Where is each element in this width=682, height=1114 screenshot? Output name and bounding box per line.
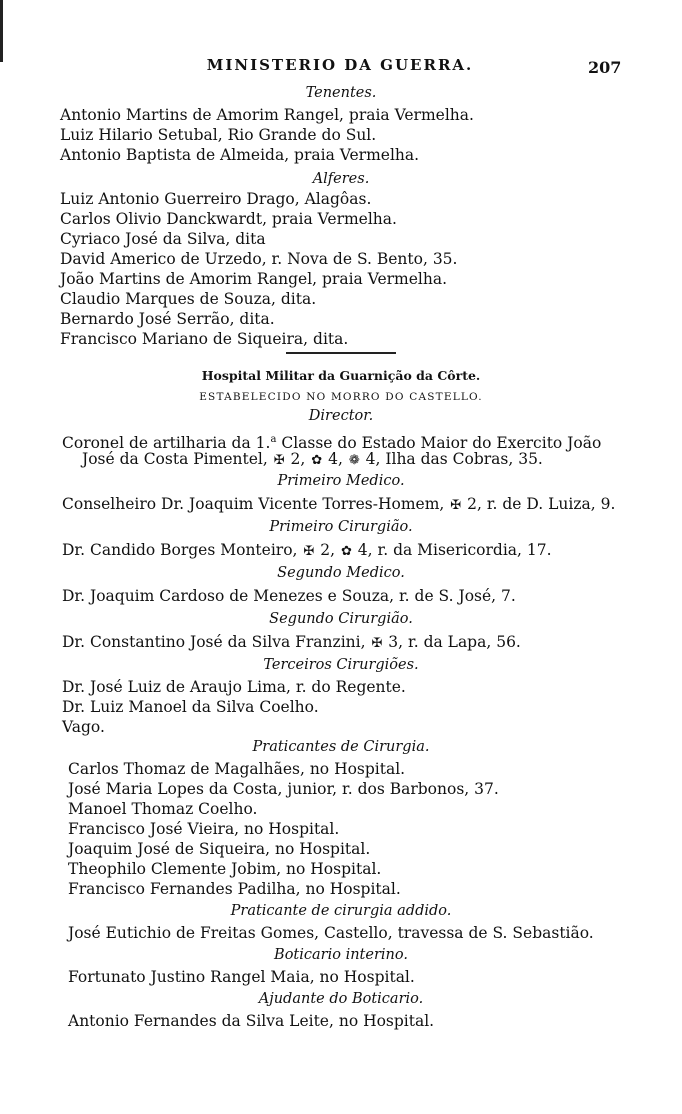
section-heading-terceiros-cirurgioes: Terceiros Cirurgiões. [263,657,419,673]
list-item: Manoel Thomaz Coelho. [68,800,258,818]
list-item: Cyriaco José da Silva, dita [60,230,266,248]
text-fragment: 2, [285,450,311,468]
running-title: MINISTERIO DA GUERRA. [206,56,474,74]
text-fragment: Dr. Constantino José da Silva Franzini, [62,633,371,651]
list-item: Joaquim José de Siqueira, no Hospital. [68,840,371,858]
list-item: Luiz Hilario Setubal, Rio Grande do Sul. [60,126,377,144]
order-badge-icon: ✿ [311,453,323,468]
text-fragment: 4, Ilha das Cobras, 35. [360,450,543,468]
ajudante-entry: Antonio Fernandes da Silva Leite, no Hospital. [68,1012,435,1030]
list-item: Bernardo José Serrão, dita. [60,310,275,328]
section-heading-primeiro-medico: Primeiro Medico. [277,473,405,489]
order-cross-icon: ✠ [450,498,462,513]
section-heading-boticario: Boticario interino. [274,947,408,963]
section-heading-praticante-addido: Praticante de cirurgia addido. [230,903,452,919]
page-header [0,56,682,82]
text-fragment: Coronel de artilharia da 1. [62,434,271,453]
text-fragment: Dr. Candido Borges Monteiro, [62,541,303,559]
list-item: Francisco José Vieira, no Hospital. [68,820,340,838]
page-number: 207 [588,58,622,77]
ordinal-marker: a [270,434,277,445]
text-fragment: 4, r. da Misericordia, 17. [352,541,552,559]
list-item: Dr. Luiz Manoel da Silva Coelho. [62,698,319,716]
order-rose-icon: ❁ [348,453,360,468]
section-heading-alferes: Alferes. [312,171,370,187]
primeiro-medico-entry [62,495,615,515]
text-fragment: 2, r. de D. Luiza, 9. [462,495,616,513]
page-edge-mark [0,0,3,62]
order-cross-icon: ✠ [303,544,315,559]
text-fragment: 2, [315,541,340,559]
section-heading-ajudante: Ajudante do Boticario. [258,991,424,1007]
list-item: Vago. [62,718,105,736]
list-item: Francisco Mariano de Siqueira, dita. [60,330,349,348]
section-heading-director: Director. [308,408,374,424]
list-item: Claudio Marques de Souza, dita. [60,290,317,308]
list-item: José Maria Lopes da Costa, junior, r. dos Barbonos, 37. [68,780,499,798]
list-item: Dr. José Luiz de Araujo Lima, r. do Regente. [62,678,406,696]
text-fragment: José da Costa Pimentel, [82,450,273,468]
section-heading-segundo-medico: Segundo Medico. [277,565,405,581]
section-heading-tenentes: Tenentes. [305,85,377,101]
section-divider [286,352,396,354]
section-heading-segundo-cirurgiao: Segundo Cirurgião. [269,611,413,627]
boticario-entry: Fortunato Justino Rangel Maia, no Hospital. [68,968,415,986]
order-badge-icon: ✿ [340,544,352,559]
order-cross-icon: ✠ [371,636,383,651]
primeiro-cirurgiao-entry [62,541,552,561]
list-item: Theophilo Clemente Jobim, no Hospital. [68,860,382,878]
list-item: Francisco Fernandes Padilha, no Hospital. [68,880,401,898]
list-item: Luiz Antonio Guerreiro Drago, Alagôas. [60,190,372,208]
list-item: João Martins de Amorim Rangel, praia Vermelha. [60,270,448,288]
section-heading-praticantes: Praticantes de Cirurgia. [252,739,430,755]
hospital-subtitle: ESTABELECIDO NO MORRO DO CASTELLO. [199,391,483,403]
hospital-title: Hospital Militar da Guarnição da Côrte. [201,368,481,383]
segundo-cirurgiao-entry [62,633,521,653]
segundo-medico-entry: Dr. Joaquim Cardoso de Menezes e Souza, r. de S. José, 7. [62,587,516,605]
text-fragment: 4, [323,450,348,468]
director-line-2 [82,450,543,470]
list-item: David Americo de Urzedo, r. Nova de S. Bento, 35. [60,250,458,268]
order-cross-icon: ✠ [273,453,285,468]
text-fragment: 3, r. da Lapa, 56. [383,633,521,651]
text-fragment: Classe do Estado Maior do Exercito João [276,434,602,453]
section-heading-primeiro-cirurgiao: Primeiro Cirurgião. [269,519,413,535]
text-fragment: Conselheiro Dr. Joaquim Vicente Torres-Homem, [62,495,450,513]
list-item: Antonio Martins de Amorim Rangel, praia Vermelha. [60,106,474,124]
list-item: Antonio Baptista de Almeida, praia Vermelha. [60,146,420,164]
list-item: Carlos Thomaz de Magalhães, no Hospital. [68,760,406,778]
praticante-addido-entry: José Eutichio de Freitas Gomes, Castello, travessa de S. Sebastião. [68,924,594,942]
list-item: Carlos Olivio Danckwardt, praia Vermelha. [60,210,397,228]
